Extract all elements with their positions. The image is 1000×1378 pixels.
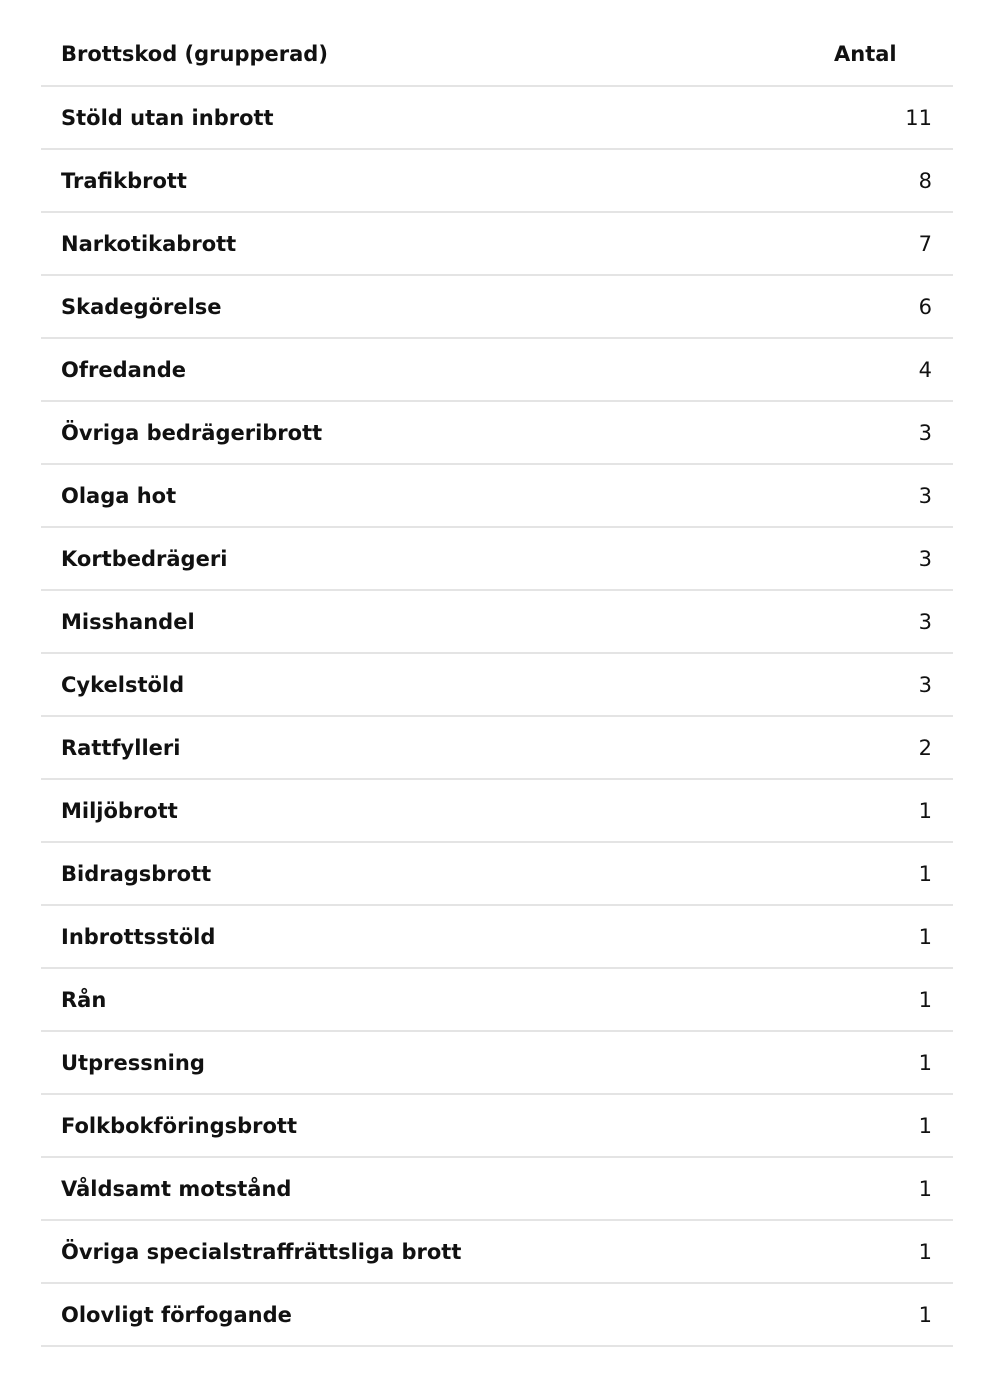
table-row: [41, 842, 953, 905]
row-count: 1: [815, 1031, 953, 1094]
row-count: 2: [815, 716, 953, 779]
row-count: 1: [815, 1283, 953, 1346]
row-category: Kortbedrägeri: [41, 527, 815, 590]
row-count: 3: [815, 527, 953, 590]
table-row: [41, 1031, 953, 1094]
table-row: [41, 1157, 953, 1220]
row-count: 1: [815, 905, 953, 968]
row-category: Trafikbrott: [41, 149, 815, 212]
row-category: Rattfylleri: [41, 716, 815, 779]
table-header: [41, 22, 953, 86]
table-row: [41, 1220, 953, 1283]
column-header-category[interactable]: Brottskod (grupperad): [41, 22, 815, 86]
table-row: [41, 275, 953, 338]
row-category: Våldsamt motstånd: [41, 1157, 815, 1220]
row-category: Folkbokföringsbrott: [41, 1094, 815, 1157]
table-row: [41, 464, 953, 527]
table-row: [41, 86, 953, 149]
row-count: 7: [815, 212, 953, 275]
row-count: 8: [815, 149, 953, 212]
row-count: 3: [815, 401, 953, 464]
crime-count-table: [41, 22, 953, 1347]
row-category: Skadegörelse: [41, 275, 815, 338]
table-row: [41, 1094, 953, 1157]
row-count: 1: [815, 842, 953, 905]
row-count: 1: [815, 1094, 953, 1157]
row-category: Misshandel: [41, 590, 815, 653]
crime-table-container: [41, 22, 953, 1347]
row-category: Bidragsbrott: [41, 842, 815, 905]
row-count: 1: [815, 1220, 953, 1283]
row-category: Cykelstöld: [41, 653, 815, 716]
table-row: [41, 338, 953, 401]
row-category: Övriga bedrägeribrott: [41, 401, 815, 464]
row-category: Inbrottsstöld: [41, 905, 815, 968]
row-category: Narkotikabrott: [41, 212, 815, 275]
table-row: [41, 590, 953, 653]
row-count: 1: [815, 968, 953, 1031]
row-count: 6: [815, 275, 953, 338]
row-category: Övriga specialstraffrättsliga brott: [41, 1220, 815, 1283]
row-count: 4: [815, 338, 953, 401]
table-row: [41, 212, 953, 275]
table-row: [41, 779, 953, 842]
table-row: [41, 716, 953, 779]
row-category: Stöld utan inbrott: [41, 86, 815, 149]
row-count: 11: [815, 86, 953, 149]
row-count: 3: [815, 464, 953, 527]
row-category: Rån: [41, 968, 815, 1031]
table-row: [41, 653, 953, 716]
row-count: 3: [815, 653, 953, 716]
row-category: Miljöbrott: [41, 779, 815, 842]
table-row: [41, 527, 953, 590]
row-category: Ofredande: [41, 338, 815, 401]
table-row: [41, 1283, 953, 1346]
row-category: Olaga hot: [41, 464, 815, 527]
table-row: [41, 905, 953, 968]
row-count: 1: [815, 1157, 953, 1220]
table-row: [41, 401, 953, 464]
row-count: 1: [815, 779, 953, 842]
table-row: [41, 968, 953, 1031]
row-category: Utpressning: [41, 1031, 815, 1094]
header-row: [41, 22, 953, 86]
table-body: [41, 86, 953, 1346]
column-header-count[interactable]: Antal: [815, 22, 953, 86]
table-row: [41, 149, 953, 212]
row-count: 3: [815, 590, 953, 653]
row-category: Olovligt förfogande: [41, 1283, 815, 1346]
